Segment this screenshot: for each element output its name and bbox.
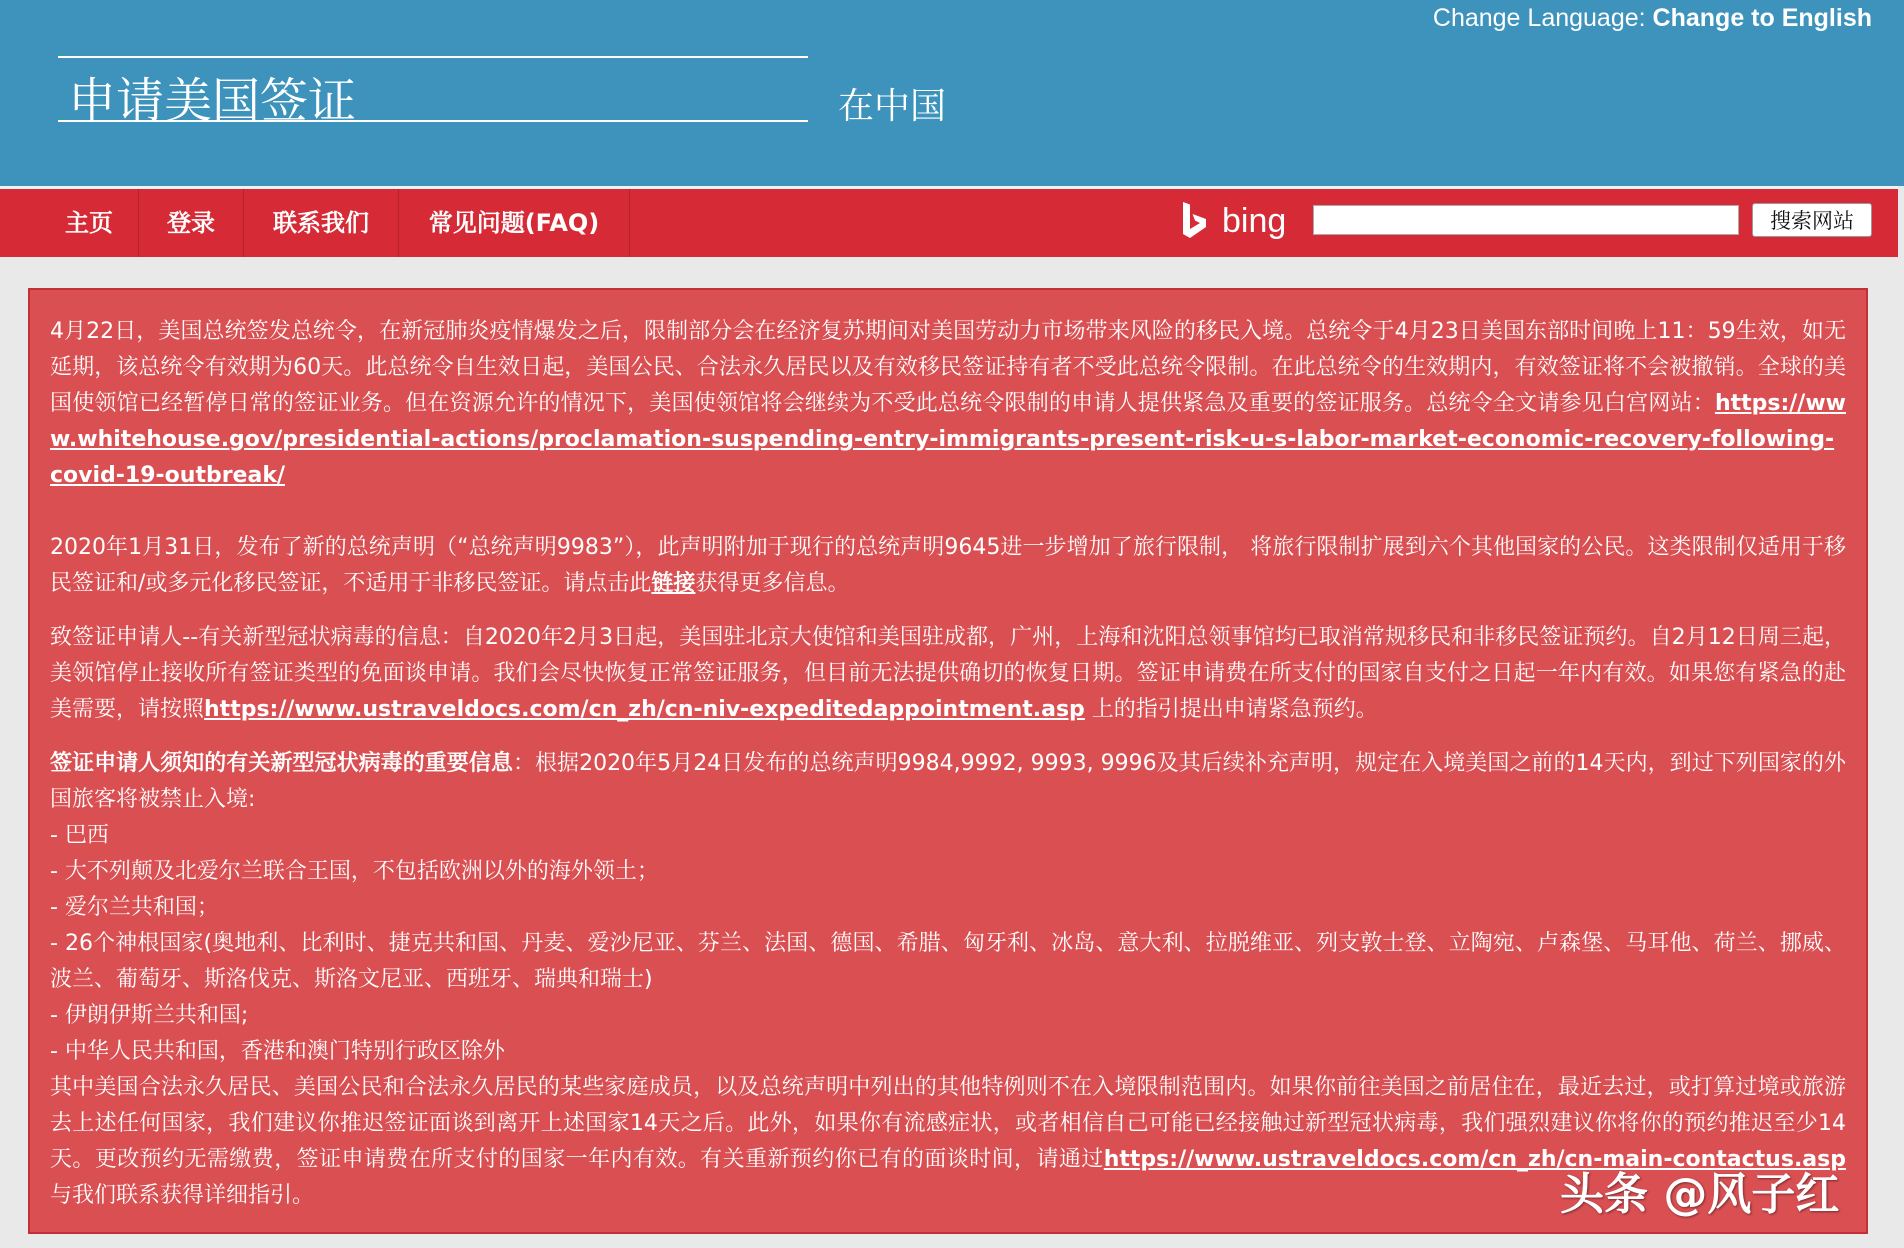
expedited-appointment-link[interactable]: https://www.ustraveldocs.com/cn_zh/cn-niv-expeditedappointment.asp	[204, 697, 1085, 722]
nav-item-faq[interactable]: 常见问题(FAQ)	[399, 189, 630, 257]
banned-countries-list	[50, 818, 1846, 1070]
site-title-box	[58, 56, 808, 129]
notice-text: 其中美国合法永久居民、美国公民和合法永久居民的某些家庭成员，以及总统声明中列出的其他特例则不在入境限制范围内。如果你前往美国之前居住在，最近去过，或打算过境或旅游去上述任何国家，我们建议你推迟签证面谈到离开上述国家14天之后。此外，如果你有流感症状，或者相信自己可能已经接触过新型冠状病毒，我们强烈建议你将你的预约推迟至少14天。更改预约无需缴费，签证申请费在所支付的国家一年内有效。有关重新预约你已有的面谈时间，请通过	[50, 1075, 1846, 1172]
bing-icon	[1180, 201, 1210, 241]
notice-bold-heading: 签证申请人须知的有关新型冠状病毒的重要信息	[50, 751, 513, 776]
list-item: - 爱尔兰共和国；	[50, 895, 219, 920]
notice-paragraph-proclamation	[50, 314, 1846, 494]
list-item: - 伊朗伊斯兰共和国;	[50, 1003, 249, 1028]
site-subtitle: 在中国	[838, 86, 947, 127]
change-to-english-link[interactable]: Change to English	[1652, 4, 1872, 32]
bing-text: bing	[1222, 202, 1287, 240]
main-navbar	[0, 186, 1898, 257]
list-item: - 26个神根国家(奥地利、比利时、捷克共和国、丹麦、爱沙尼亚、芬兰、法国、德国、希腊、匈牙利、冰岛、意大利、拉脱维亚、列支敦士登、立陶宛、卢森堡、马耳他、荷兰、挪威、波兰、葡萄牙、斯洛伐克、斯洛文尼亚、西班牙、瑞典和瑞士)	[50, 931, 1846, 992]
list-item: - 中华人民共和国，香港和澳门特别行政区除外	[50, 1039, 505, 1064]
notice-text: 2020年1月31日，发布了新的总统声明（“总统声明9983”），此声明附加于现行的总统声明9645进一步增加了旅行限制， 将旅行限制扩展到六个其他国家的公民。这类限制仅适用于移民签证和/或多元化移民签证，不适用于非移民签证。请点击此	[50, 535, 1846, 596]
change-language-label: Change Language:	[1432, 4, 1653, 32]
list-item: - 巴西	[50, 823, 109, 848]
site-title: 申请美国签证	[68, 73, 357, 129]
notice-paragraph-travel-ban	[50, 746, 1846, 818]
notice-text: 获得更多信息。	[695, 571, 850, 596]
change-language	[1433, 4, 1872, 33]
nav-item-contact[interactable]: 联系我们	[244, 189, 399, 257]
notice-paragraph-9983	[50, 530, 1846, 602]
notice-text: 与我们联系获得详细指引。	[50, 1183, 315, 1208]
notice-text: 4月22日，美国总统签发总统令，在新冠肺炎疫情爆发之后，限制部分会在经济复苏期间对美国劳动力市场带来风险的移民入境。总统令于4月23日美国东部时间晚上11：59生效，如无延期，该总统令有效期为60天。此总统令自生效日起，美国公民、合法永久居民以及有效移民签证持有者不受此总统令限制。在此总统令的生效期内，有效签证将不会被撤销。全球的美国使领馆已经暂停日常的签证业务。但在资源允许的情况下，美国使领馆将会继续为不受此总统令限制的申请人提供紧急及重要的签证服务。总统令全文请参见白宫网站：	[50, 319, 1846, 416]
site-header	[0, 0, 1904, 186]
notice-text: 致签证申请人--有关新型冠状病毒的信息：自2020年2月3日起，美国驻北京大使馆和美国驻成都，广州，上海和沈阳总领事馆均已取消常规移民和非移民签证预约。自2月12日周三起，美领馆停止接收所有签证类型的免面谈申请。我们会尽快恢复正常签证服务，但目前无法提供确切的恢复日期。签证申请费在所支付的国家自支付之日起一年内有效。如果您有紧急的赴美需要，请按照	[50, 625, 1846, 722]
search-site-button[interactable]: 搜索网站	[1752, 203, 1872, 237]
notice-paragraph-coronavirus	[50, 620, 1846, 728]
notice-text: 上的指引提出申请紧急预约。	[1084, 697, 1378, 722]
notice-text: ：根据2020年5月24日发布的总统声明9984,9992, 9993, 9996及其后续补充声明，规定在入境美国之前的14天内，到过下列国家的外国旅客将被禁止入境:	[50, 751, 1846, 812]
nav-item-home[interactable]: 主页	[40, 189, 139, 257]
whitehouse-link[interactable]: https://www.whitehouse.gov/presidential-actions/proclamation-suspending-entry-immigrants-present-risk-u-s-labor-market-economic-recovery-following-covid-19-outbreak/	[50, 391, 1846, 488]
more-info-link[interactable]: 链接	[651, 571, 696, 596]
toutiao-watermark: 头条 @风子红	[1560, 1169, 1840, 1220]
nav-item-login[interactable]: 登录	[139, 189, 244, 257]
list-item: - 大不列颠及北爱尔兰联合王国，不包括欧洲以外的海外领土；	[50, 859, 659, 884]
covid-notice-panel	[28, 288, 1868, 1234]
search-input[interactable]	[1313, 205, 1739, 235]
contact-us-link[interactable]: https://www.ustraveldocs.com/cn_zh/cn-main-contactus.asp	[1103, 1147, 1846, 1172]
